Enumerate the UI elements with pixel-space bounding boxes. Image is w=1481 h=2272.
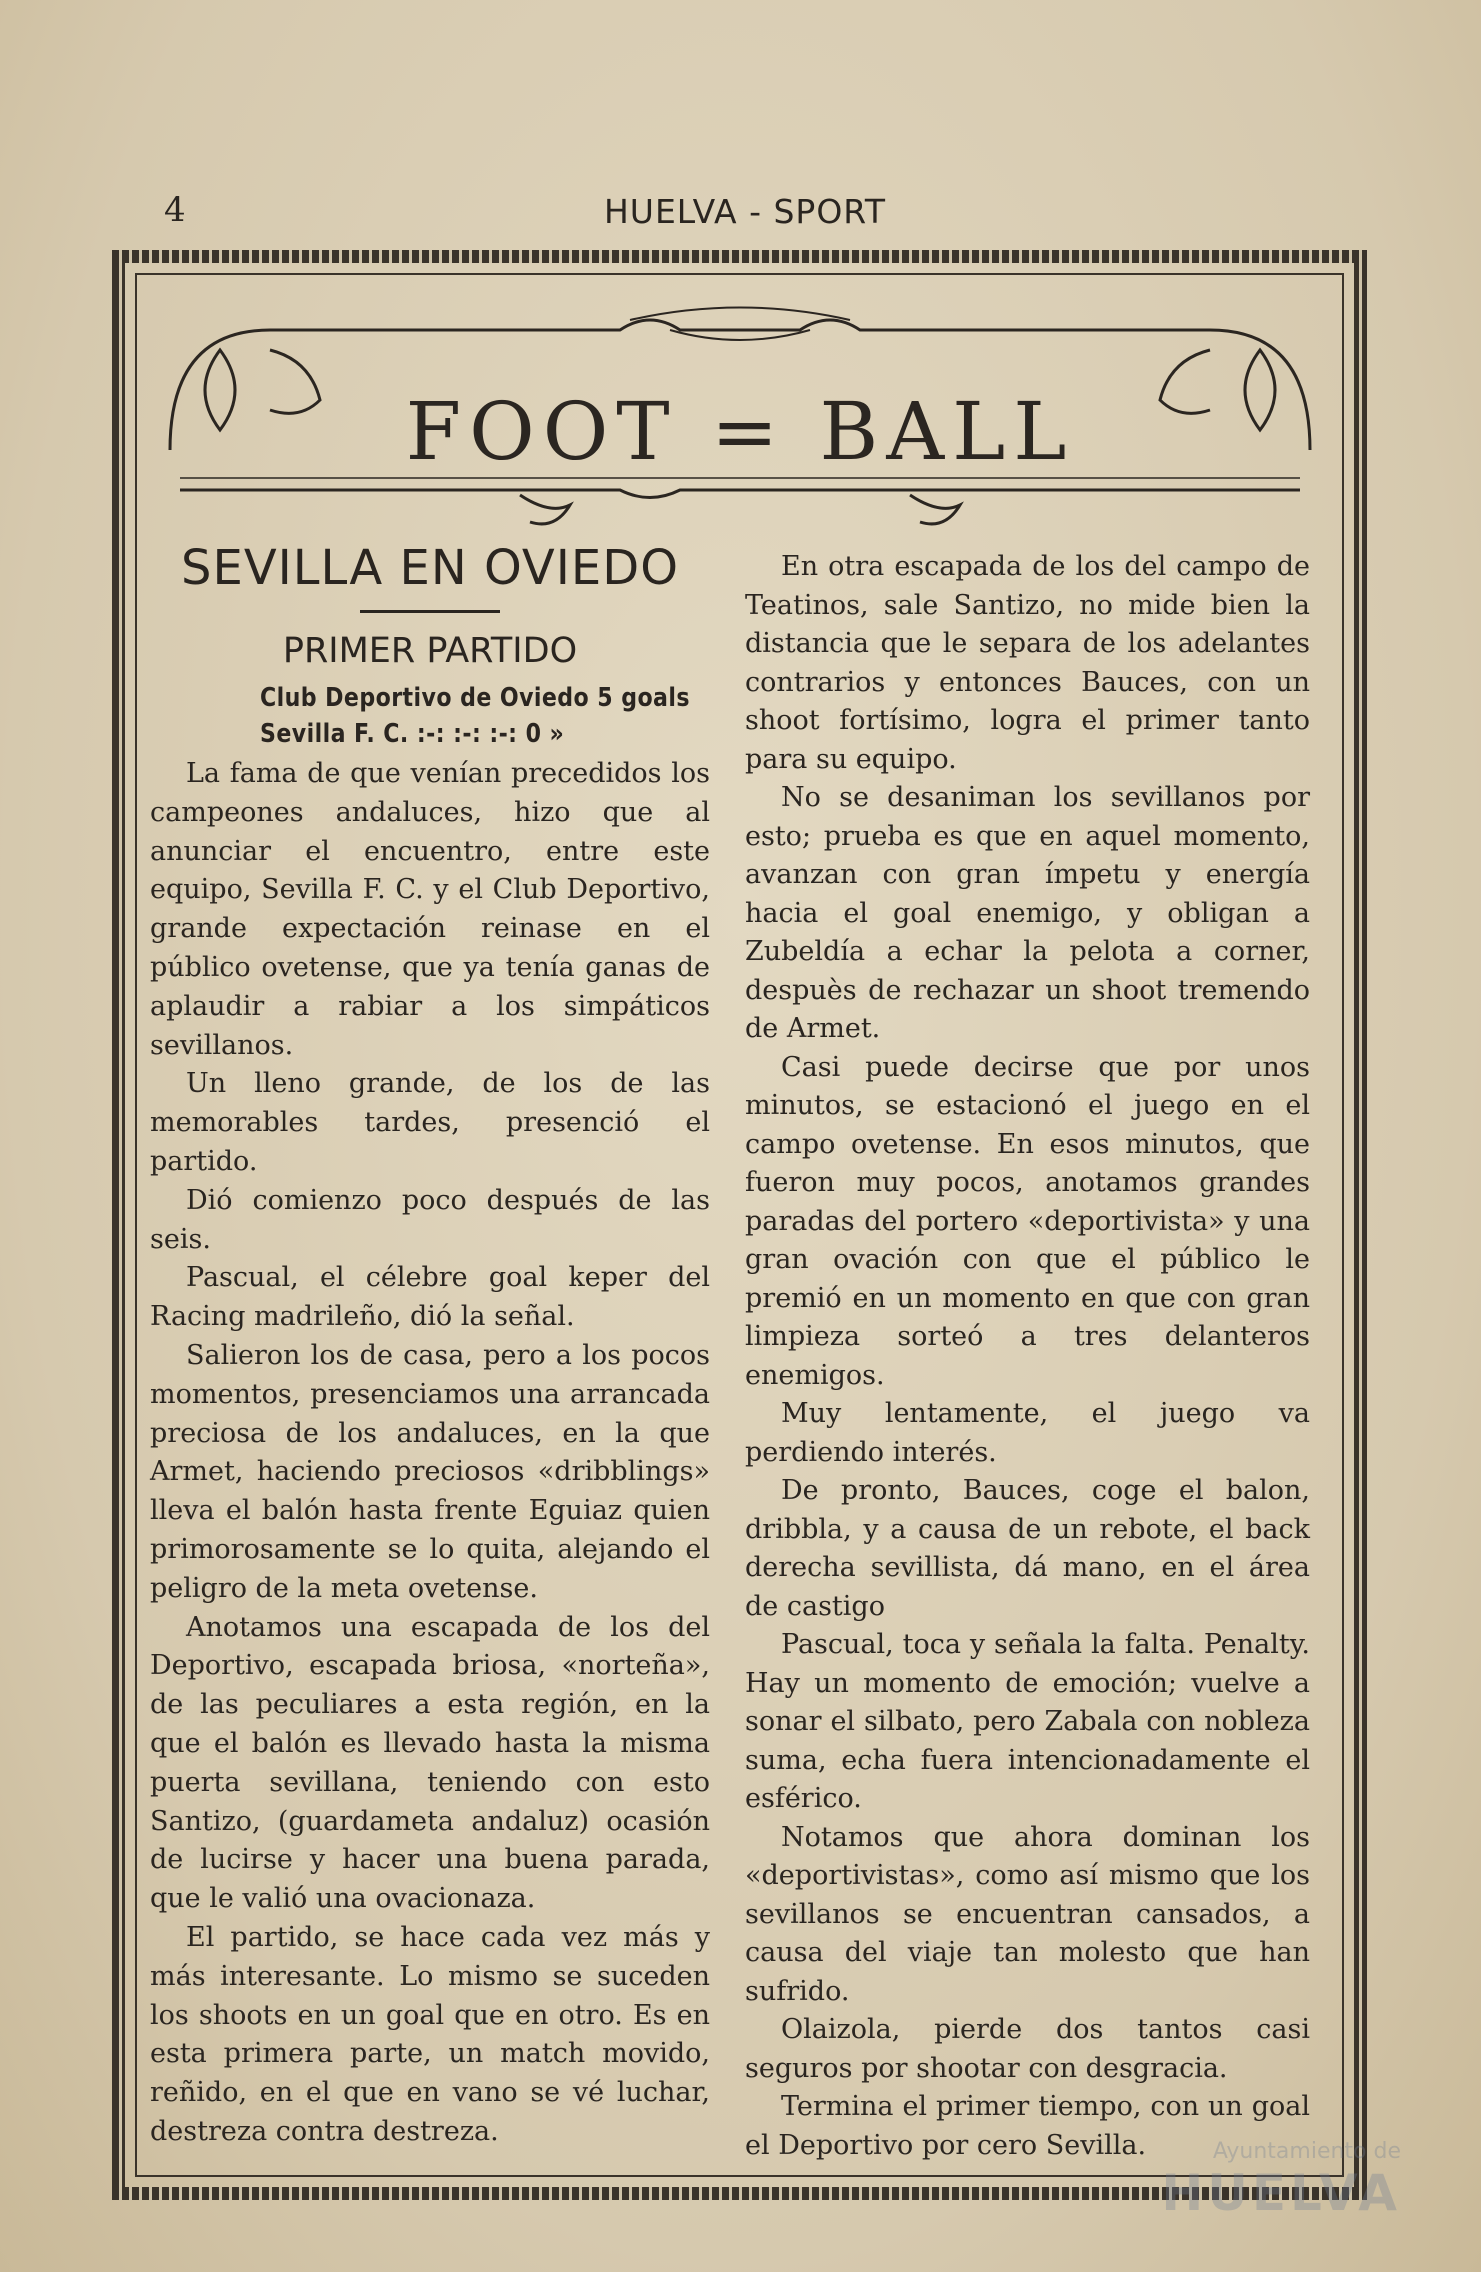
score-line-away: Sevilla F. C. :-: :-: :-: 0 »: [260, 719, 565, 749]
paragraph: Anotamos una escapada de los del Deportivo, escapada briosa, «norteña», de las peculiares a esta región, en la que el balón es llevado hasta la misma puerta sevillana, teniendo con esto Santizo, (guardameta andaluz) ocasión de lucirse y hacer una buena parada, que le valió una ovacionaza.: [150, 1611, 710, 1915]
paragraph: La fama de que venían precedidos los campeones andaluces, hizo que al anunciar el encuentro, entre este equipo, Sevilla F. C. y el Club Deportivo, grande expectación reinase en el público ovetense, que ya tenía ganas de aplaudir a rabiar a los simpáticos sevillanos.: [150, 758, 710, 1061]
section-banner: [150, 290, 1330, 530]
score-line-home: Club Deportivo de Oviedo 5 goals: [260, 683, 690, 713]
article-headline: SEVILLA EN OVIEDO: [181, 540, 679, 596]
watermark-caption: Ayuntamiento de: [1212, 2139, 1401, 2164]
archive-watermark: [1161, 2139, 1401, 2222]
paragraph: El partido, se hace cada vez más y más interesante. Lo mismo se suceden los shoots en un goal que en otro. Es en esta primera parte, un match movido, reñido, en el que en vano se vé luchar, destreza contra destreza.: [150, 1921, 710, 2147]
paragraph: Salieron los de casa, pero a los pocos momentos, presenciamos una arrancada preciosa de los andaluces, en la que Armet, haciendo preciosos «dribblings» lleva el balón hasta frente Eguiaz quien primorosamente se lo quita, alejando el peligro de la meta ovetense.: [150, 1339, 710, 1604]
headline-rule: [360, 610, 500, 613]
page-number: 4: [164, 190, 186, 230]
paragraph: En otra escapada de los del campo de Teatinos, sale Santizo, no mide bien la distancia que le separa de los adelantes contrarios y entonces Bauces, con un shoot fortísimo, logra el primer tanto para su equipo.: [745, 551, 1310, 775]
left-column: [150, 540, 710, 2152]
page-header: [150, 190, 1340, 240]
publication-title: HUELVA - SPORT: [603, 192, 886, 231]
paragraph: De pronto, Bauces, coge el balon, dribbla, y a causa de un rebote, el back derecha sevillista, dá mano, en el área de castigo: [745, 1475, 1310, 1622]
paragraph: Muy lentamente, el juego va perdiendo interés.: [745, 1398, 1310, 1468]
paragraph: Pascual, toca y señala la falta. Penalty. Hay un momento de emoción; vuelve a sonar el silbato, pero Zabala con nobleza suma, echa fuera intencionadamente el esférico.: [745, 1629, 1310, 1814]
section-title: FOOT = BALL: [405, 385, 1075, 478]
paragraph: Termina el primer tiempo, con un goal el Deportivo por cero Sevilla.: [745, 2091, 1310, 2161]
article-subhead: PRIMER PARTIDO: [282, 631, 578, 671]
paragraph: Notamos que ahora dominan los «deportivistas», como así mismo que los sevillanos se encuentran cansados, a causa del viaje tan molesto que han sufrido.: [745, 1821, 1310, 2007]
paragraph: Olaizola, pierde dos tantos casi seguros por shootar con desgracia.: [745, 2014, 1310, 2084]
right-column: [745, 548, 1310, 2165]
paragraph: Pascual, el célebre goal keper del Racing madrileño, dió la señal.: [150, 1262, 710, 1333]
paragraph: Casi puede decirse que por unos minutos, se estacionó el juego en el campo ovetense. En esos minutos, que fueron muy pocos, anotamos grandes paradas del portero «deportivista» y una gran ovación con que el público le premió en un momento en que con gran limpieza sorteó a tres delanteros enemigos.: [745, 1051, 1310, 1391]
paragraph: No se desaniman los sevillanos por esto; prueba es que en aquel momento, avanzan con gran ímpetu y energía hacia el goal enemigo, y obligan a Zubeldía a echar la pelota a corner, despuès de rechazar un shoot tremendo de Armet.: [745, 782, 1310, 1044]
paragraph: Un lleno grande, de los de las memorables tardes, presenció el partido.: [150, 1068, 710, 1177]
watermark-logo-text: HUELVA: [1161, 2164, 1401, 2222]
paragraph: Dió comienzo poco después de las seis.: [150, 1184, 710, 1255]
